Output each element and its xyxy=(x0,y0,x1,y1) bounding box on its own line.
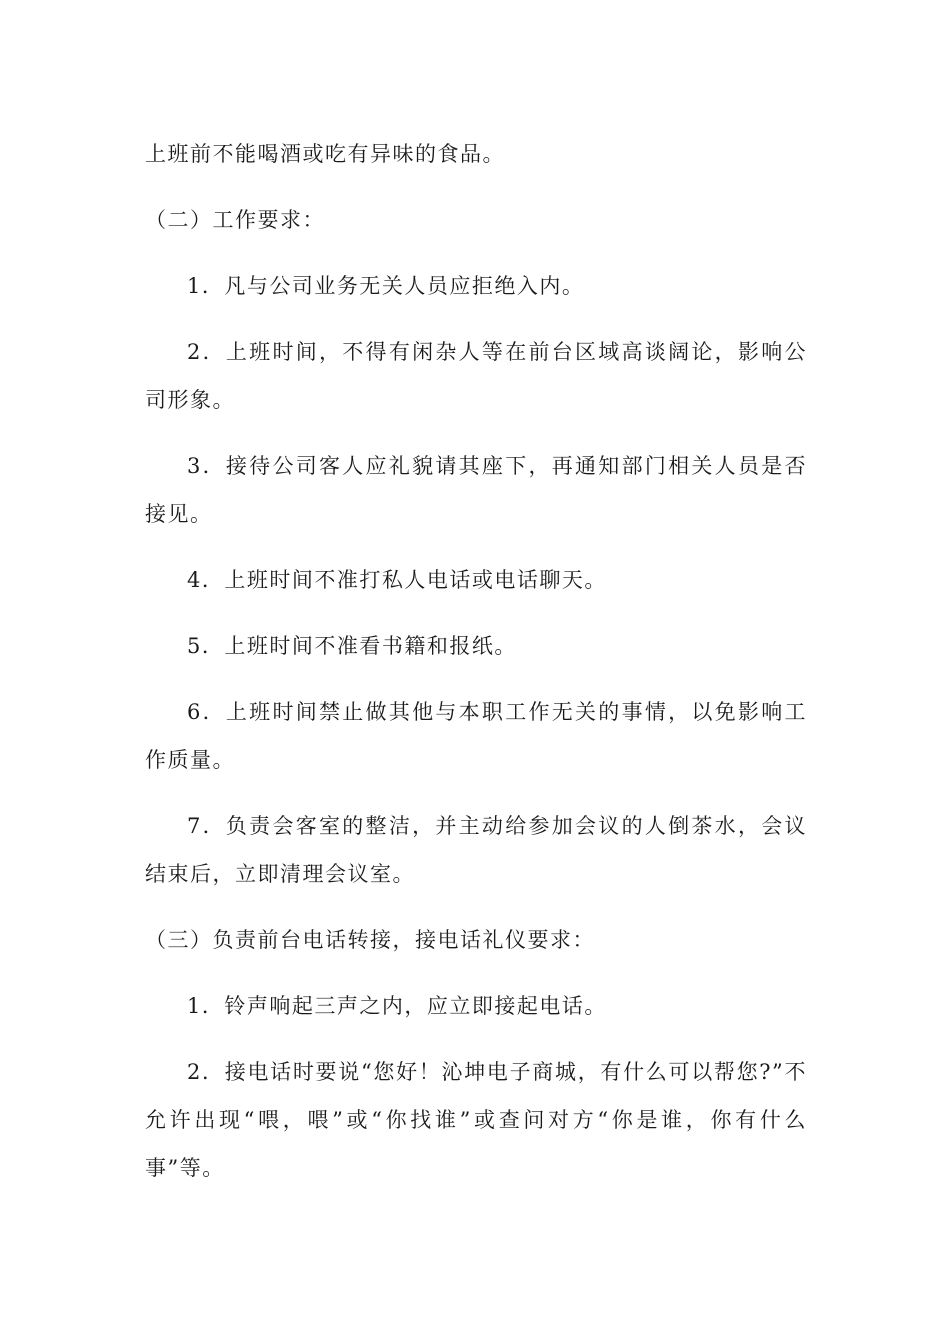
document-body xyxy=(145,130,807,1210)
list-item-1: 1．凡与公司业务无关人员应拒绝入内。 xyxy=(187,274,585,298)
section-heading-phone-etiquette: （三）负责前台电话转接，接电话礼仪要求： xyxy=(145,928,595,952)
phone-item-2: 2．接电话时要说“您好！沁坤电子商城，有什么可以帮您?”不允许出现“喂，喂”或“你找谁”或查问对方“你是谁，你有什么事”等。 xyxy=(145,1060,807,1180)
phone-item-1: 1．铃声响起三声之内，应立即接起电话。 xyxy=(187,994,607,1018)
list-item-6: 6．上班时间禁止做其他与本职工作无关的事情，以免影响工作质量。 xyxy=(145,700,807,772)
list-item-3: 3．接待公司客人应礼貌请其座下，再通知部门相关人员是否接见。 xyxy=(145,454,807,526)
paragraph-no-drinking: 上班前不能喝酒或吃有异味的食品。 xyxy=(145,142,505,166)
section-heading-work-requirements: （二）工作要求： xyxy=(145,208,325,232)
list-item-2: 2．上班时间，不得有闲杂人等在前台区域高谈阔论，影响公司形象。 xyxy=(145,340,807,412)
list-item-7: 7．负责会客室的整洁，并主动给参加会议的人倒茶水，会议结束后，立即清理会议室。 xyxy=(145,814,807,886)
list-item-5: 5．上班时间不准看书籍和报纸。 xyxy=(187,634,517,658)
list-item-4: 4．上班时间不准打私人电话或电话聊天。 xyxy=(187,568,607,592)
